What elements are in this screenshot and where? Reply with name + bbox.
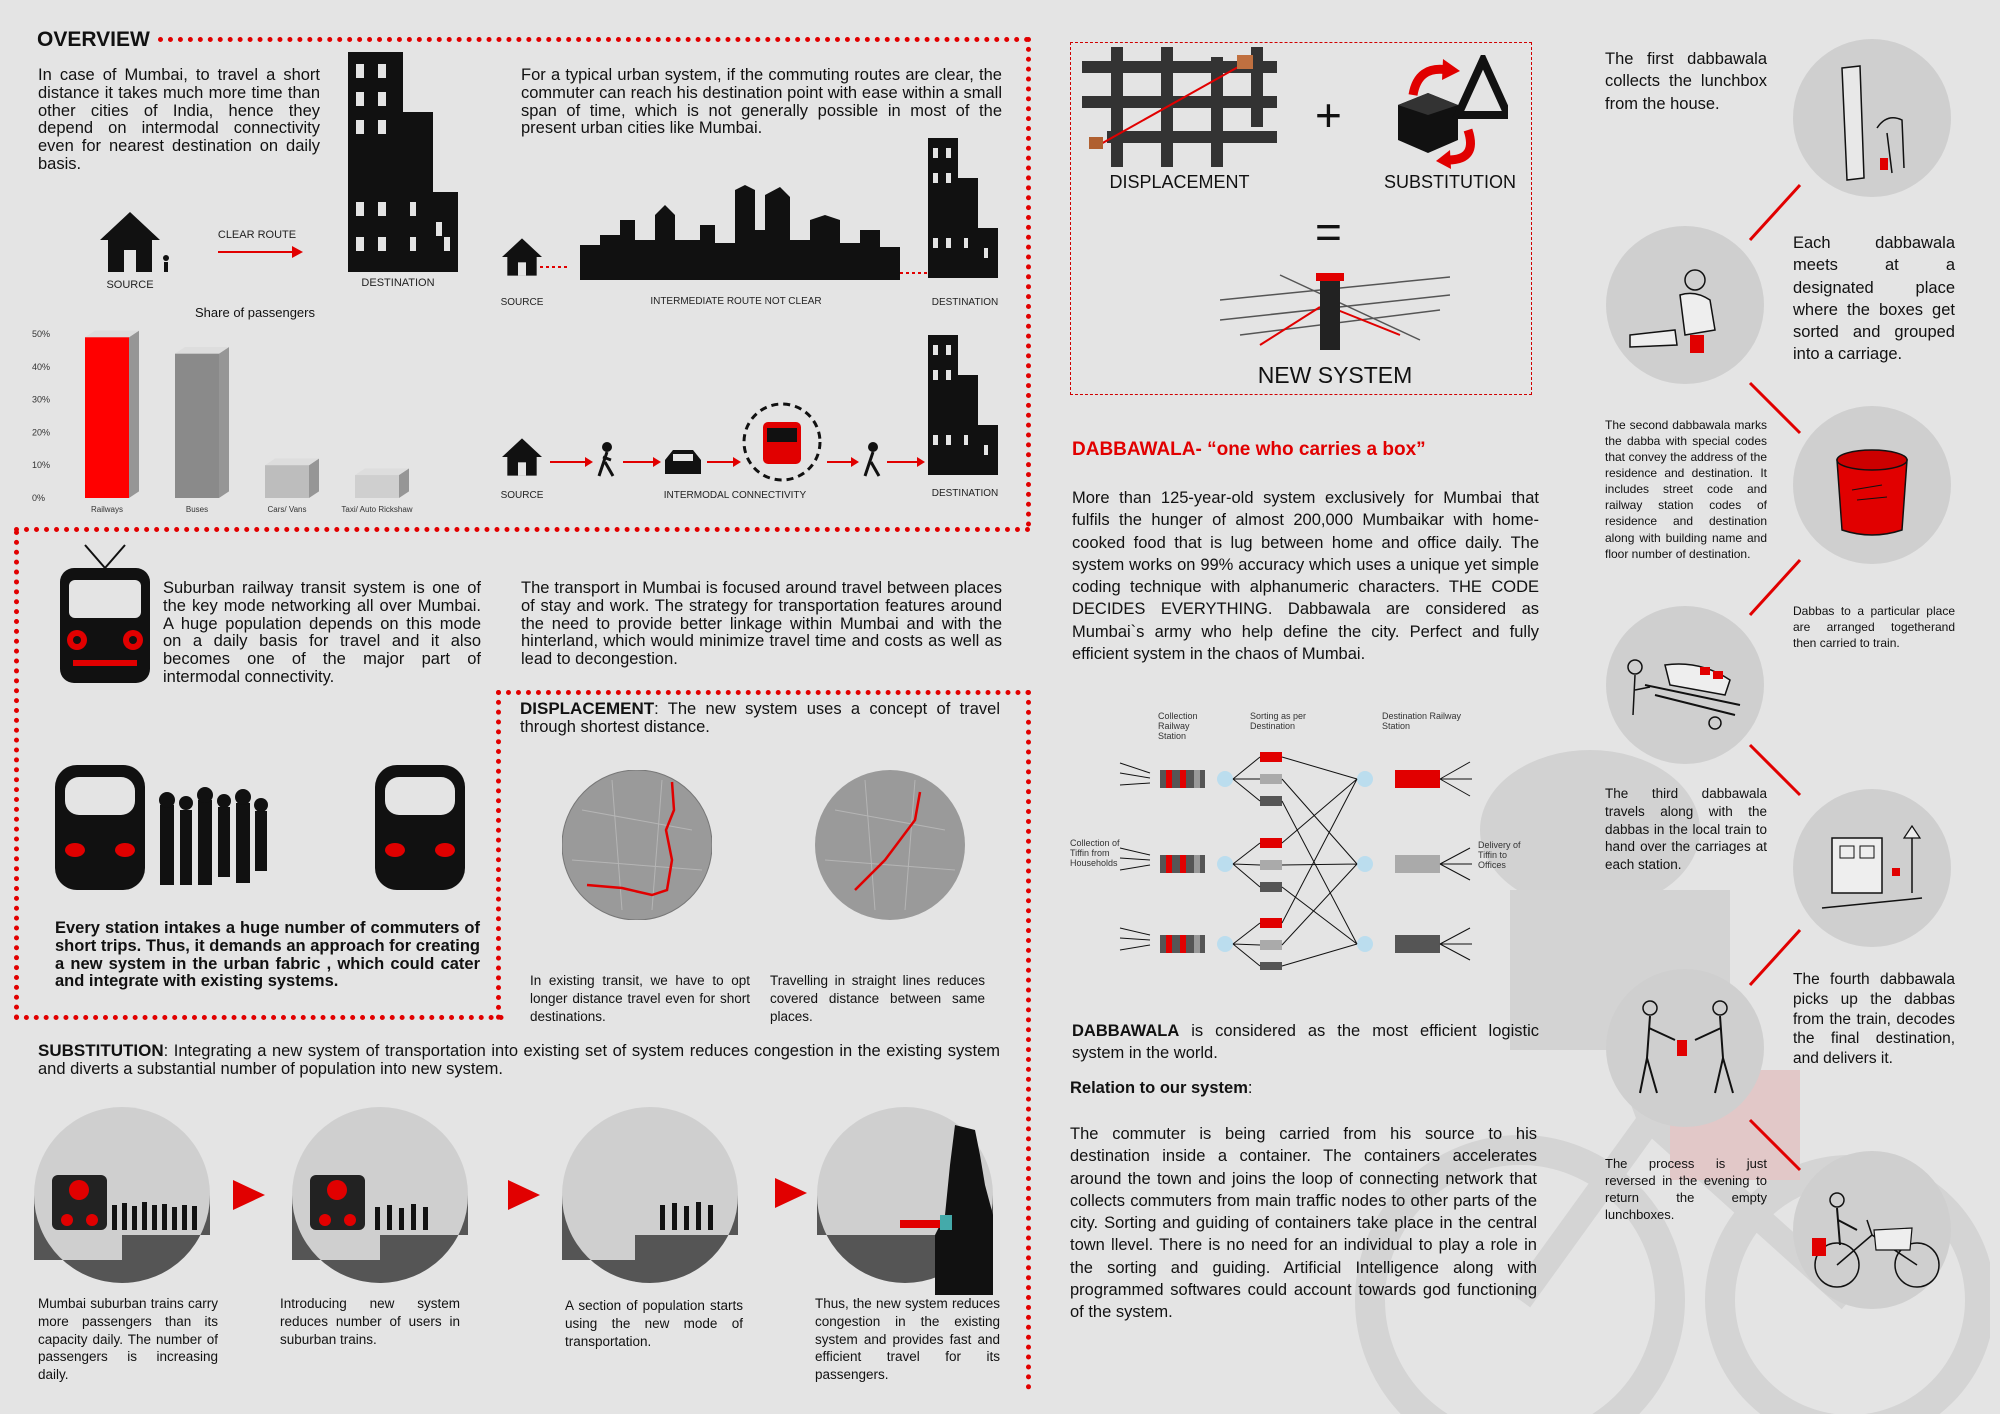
destination-label-3: DESTINATION (931, 488, 999, 499)
intermediate-route-label: INTERMEDIATE ROUTE NOT CLEAR (650, 296, 822, 307)
relation-text: The commuter is being carried from his source to his destination inside a container. The containers accelerates around the town and joins the loop of connecting network that collects commuters from main traffic nodes to other parts of the city. Sorting and guiding of containers take place in the central town llevel. There is no need for an individual to play a role in the sorting and guiding. Artificial Intelligence along with programmed softwares could account towards god functioning of the system. (1070, 1125, 1537, 1322)
step-2-text: Each dabbawala meets at a designated place where the boxes get sorted and grouped into a carriage. (1793, 234, 1955, 364)
source-label-2: SOURCE (500, 297, 544, 308)
intermodal-label: INTERMODAL CONNECTIVITY (663, 490, 807, 501)
y-tick-label: 50% (32, 329, 51, 339)
bar (265, 465, 309, 498)
overview-intro: In case of Mumbai, to travel a short distance it takes much more time than other cities of India, hence they depend on intermodal connectivity even for nearest destination on daily basis. (38, 66, 320, 174)
step-6-text: The fourth dabbawala picks up the dabbas from the train, decodes the final destination, and delivers it. (1793, 971, 1955, 1068)
displacement-caption-2: Travelling in straight lines reduces covered distance between same places. (770, 973, 985, 1024)
new-system-hub-icon (1220, 265, 1450, 350)
cube-cycle-icon (1388, 55, 1508, 170)
bar (175, 354, 219, 498)
step-7-text: The process is just reversed in the evening to return the empty lunchboxes. (1605, 1156, 1767, 1223)
substitution-caption-3: A section of population starts using the new mode of transportation. (565, 1298, 743, 1349)
flow-households-label: Collection of Tiffin from Households (1070, 838, 1120, 868)
existing-route-map (562, 770, 712, 920)
y-tick-label: 30% (32, 394, 51, 405)
trains-crowd-icon (50, 745, 470, 895)
category-label: Taxi/ Auto Rickshaw (341, 505, 413, 514)
destination-label: DESTINATION (361, 277, 435, 289)
intermodal-chain (545, 402, 930, 482)
substitution-step-3 (560, 1105, 750, 1295)
arrow-icon (233, 1180, 268, 1210)
step-7-circle (1792, 1150, 1952, 1310)
station-text: Every station intakes a huge number of commuters of short trips. Thus, it demands an approach for creating a new system in the urban fabric , which could cater and integrate with existing systems. (55, 919, 480, 991)
relation-title: Relation to our system (1070, 1079, 1248, 1097)
source-label-3: SOURCE (500, 490, 544, 501)
dabbawala-flow-diagram (1070, 700, 1540, 970)
clear-route-label: CLEAR ROUTE (217, 229, 297, 241)
step-2-circle (1605, 225, 1765, 385)
train-front-icon (55, 540, 155, 695)
building-icon (928, 335, 998, 475)
substitution-step-4 (815, 1105, 1005, 1295)
source-house-icon (502, 237, 542, 277)
substitution-heading (38, 1042, 1000, 1079)
substitution-text: : Integrating a new system of transportation into existing set of system reduces congestion in the existing system and diverts a substantial number of population into new system. (38, 1042, 1000, 1078)
substitution-step-2 (290, 1105, 480, 1295)
straight-route-map (815, 770, 965, 920)
bar-side (309, 459, 319, 498)
relation-colon: : (1247, 1079, 1253, 1097)
flow-delivery-label: Delivery of Tiffin to Offices (1478, 840, 1521, 870)
road-map-icon (1077, 47, 1287, 167)
dabbawala-title: DABBAWALA- “one who carries a box” (1072, 439, 1426, 460)
efficient-rest: is considered as the most efficient logistic system in the world. (1072, 1022, 1539, 1063)
bar (355, 475, 399, 498)
displacement-title: DISPLACEMENT (520, 699, 655, 718)
step-3-circle (1792, 405, 1952, 565)
displacement-text: : The new system uses a concept of travel through shortest distance. (520, 700, 1000, 736)
efficient-text (1072, 1020, 1539, 1065)
source-house-icon (502, 437, 542, 477)
overview-right-border (1026, 37, 1031, 527)
dabbawala-text: More than 125-year-old system exclusively for Mumbai that fulfils the hunger of almost 200,000 Mumbaikar with home-cooked food that is lug between home and office daily. The system works on 99% accuracy which uses a unique yet simple coding technique with alphanumeric characters. THE CODE DECIDES EVERYTHING. Dabbawala are considered as Mumbai`s army who help define the city. Perfect and fully efficient system in the chaos of Mumbai. (1072, 489, 1539, 663)
displacement-right-border (1026, 690, 1031, 1390)
step-1-text: The first dabbawala collects the lunchbox from the house. (1605, 50, 1767, 113)
plus-sign: + (1315, 89, 1342, 141)
step-6-circle (1605, 968, 1765, 1128)
rail-bottom-border (14, 1015, 504, 1020)
substitution-caption-1: Mumbai suburban trains carry more passengers than its capacity daily. The number of passengers is increasing daily. (38, 1296, 218, 1383)
step-4-text: Dabbas to a particular place are arranged togetherand then carried to train. (1793, 604, 1955, 651)
substitution-step-1 (32, 1105, 222, 1295)
rail-text: Suburban railway transit system is one of the key mode networking all over Mumbai. A huge population depends on this mode on a daily basis for travel and it also becomes one of the major part of intermodal connectivity. (163, 579, 481, 687)
rail-left-border (14, 530, 19, 1020)
arrow-icon (508, 1180, 543, 1210)
overview-top-border (158, 37, 1030, 42)
step-5-text: The third dabbawala travels along with the dabbas in the local train to hand over the carriages at each station. (1605, 786, 1767, 873)
displacement-left-border (496, 690, 501, 1020)
passenger-share-chart (30, 320, 440, 530)
substitution-title: SUBSTITUTION (38, 1041, 164, 1060)
y-tick-label: 10% (32, 460, 51, 471)
transport-text: The transport in Mumbai is focused around travel between places of stay and work. The strategy for transportation features around the need to provide better linkage within Mumbai and with the hinterland, which would minimize travel time and costs as well as lead to decongestion. (521, 579, 1002, 669)
destination-label-2: DESTINATION (931, 297, 999, 308)
step-4-circle (1605, 605, 1765, 765)
y-tick-label: 40% (32, 361, 51, 372)
displacement-top-border (496, 690, 1031, 695)
urban-text: For a typical urban system, if the commuting routes are clear, the commuter can reach his destination point with ease within a small span of time, which is not generally possible in most of the present urban cities like Mumbai. (521, 66, 1002, 138)
skyline-icon (540, 185, 930, 280)
substitution-caption-2: Introducing new system reduces number of users in suburban trains. (280, 1296, 460, 1347)
relation-heading (1070, 1080, 1252, 1098)
flow-sorting-label: Sorting as per Destination (1250, 711, 1307, 731)
building-icon (928, 138, 998, 278)
bar-side (129, 331, 139, 498)
displacement-caption-1: In existing transit, we have to opt longer distance travel even for short destinations. (530, 973, 750, 1024)
concept-displacement-label: DISPLACEMENT (1109, 172, 1250, 192)
equals-sign: = (1315, 206, 1342, 258)
category-label: Cars/ Vans (267, 505, 307, 514)
substitution-caption-4: Thus, the new system reduces congestion in the existing system and provides fast and efficient travel for its passengers. (815, 1296, 1000, 1383)
flow-collection-label: Collection Railway Station (1158, 711, 1198, 741)
house-icon (100, 210, 175, 275)
bar-side (219, 347, 229, 498)
step-3-text: The second dabbawala marks the dabba with special codes that convey the address of the residence and destination. It includes street code and railway station codes of residence and destination along with building name and floor number of destination. (1605, 418, 1767, 561)
new-system-label: NEW SYSTEM (1257, 362, 1413, 388)
overview-title: OVERVIEW (37, 28, 150, 51)
chart-title: Share of passengers (195, 305, 315, 320)
step-1-circle (1792, 38, 1952, 198)
building-icon (348, 52, 458, 272)
bar (85, 337, 129, 498)
y-tick-label: 0% (32, 493, 46, 503)
arrow-icon (218, 244, 303, 260)
displacement-heading (520, 700, 1000, 737)
arrow-icon (775, 1178, 810, 1208)
step-5-circle (1792, 788, 1952, 948)
y-tick-label: 20% (32, 427, 51, 438)
concept-substitution-label: SUBSTITUTION (1383, 172, 1516, 192)
category-label: Railways (90, 505, 124, 514)
source-label: SOURCE (106, 279, 154, 291)
flow-destination-label: Destination Railway Station (1382, 711, 1462, 731)
category-label: Buses (185, 505, 209, 514)
efficient-bold: DABBAWALA (1072, 1022, 1180, 1040)
